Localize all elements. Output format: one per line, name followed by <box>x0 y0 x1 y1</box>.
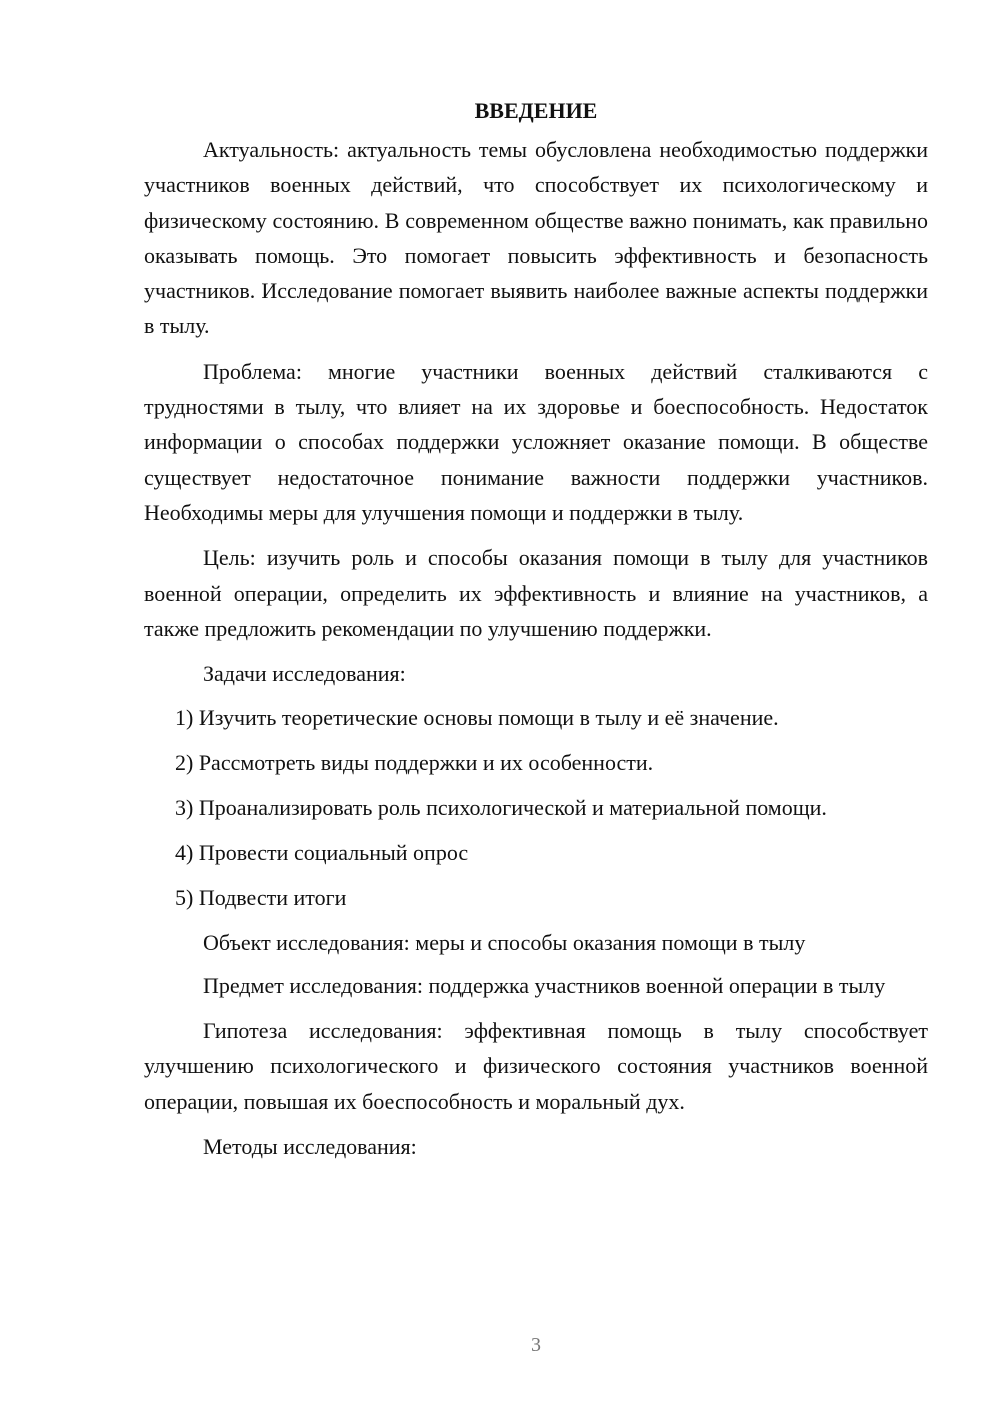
page-content <box>144 96 928 1171</box>
paragraph-subject: Предмет исследования: поддержка участников военной операции в тылу <box>203 972 886 998</box>
list-item: 4) Провести социальный опрос <box>175 840 469 866</box>
list-item: 3) Проанализировать роль психологической и материальной помощи. <box>175 795 827 821</box>
paragraph-methods: Методы исследования: <box>203 1133 417 1159</box>
paragraph-relevance: Актуальность: актуальность темы обусловлена необходимостью поддержки участников военных действий, что способствует их психологическому и физическому состоянию. В современном обществе важно понимать, как правильно оказывать помощь. Это помогает повысить эффективность и безопасность участников. Исследование помогает выявить наиболее важные аспекты поддержки в тылу. <box>144 137 928 339</box>
page-number: 3 <box>531 1334 541 1356</box>
tasks-list <box>144 700 928 915</box>
paragraph-object: Объект исследования: меры и способы оказания помощи в тылу <box>203 930 806 956</box>
list-item: 5) Подвести итоги <box>175 885 347 911</box>
page-title: ВВЕДЕНИЕ <box>474 98 598 123</box>
tasks-label: Задачи исследования: <box>203 661 406 687</box>
list-item: 2) Рассмотреть виды поддержки и их особенности. <box>175 750 654 776</box>
paragraph-problem: Проблема: многие участники военных действий сталкиваются с трудностями в тылу, что влияет на их здоровье и боеспособность. Недостаток информации о способах поддержки усложняет оказание помощи. В обществе существует недостаточное понимание важности поддержки участников. Необходимы меры для улучшения помощи и поддержки в тылу. <box>144 358 928 525</box>
list-item: 1) Изучить теоретические основы помощи в тылу и её значение. <box>175 705 779 731</box>
paragraph-hypothesis: Гипотеза исследования: эффективная помощь в тылу способствует улучшению психологического и физического состояния участников военной операции, повышая их боеспособность и моральный дух. <box>144 1017 928 1114</box>
paragraph-goal: Цель: изучить роль и способы оказания помощи в тылу для участников военной операции, определить их эффективность и влияние на участников, а также предложить рекомендации по улучшению поддержки. <box>144 545 928 641</box>
